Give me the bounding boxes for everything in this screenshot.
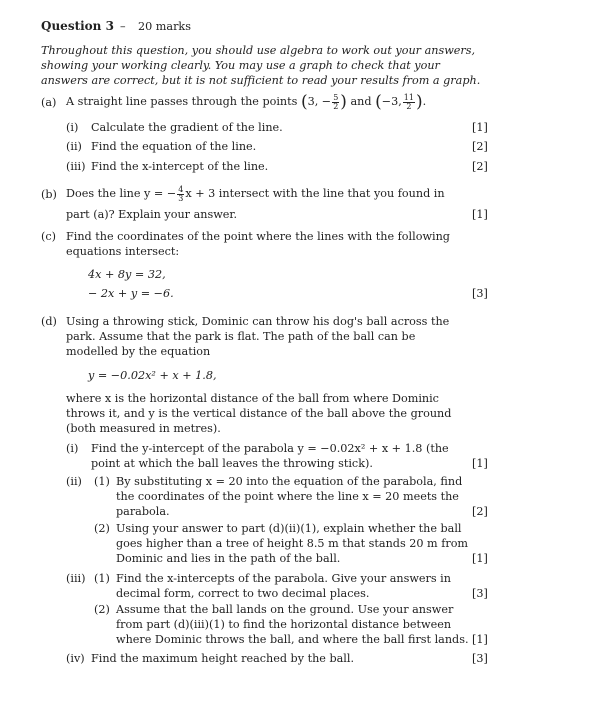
part-a-i-text: Calculate the gradient of the line. <box>91 121 283 134</box>
part-d-ii-1-label: (1) <box>94 475 110 488</box>
point1-num: 5 <box>333 92 339 102</box>
part-d-where-1: where x is the horizontal distance of the ball from where Dominic <box>66 392 439 405</box>
part-a-text: A straight line passes through the points <box>66 95 298 108</box>
part-d-iii-1-label: (1) <box>94 572 110 585</box>
part-d-iii-label: (iii) <box>66 572 86 585</box>
part-c-eq-1: 4x + 8y = 32, <box>88 268 166 281</box>
part-d-i-line-2: point at which the ball leaves the throwing stick). <box>91 457 373 470</box>
part-c-eq-2: − 2x + y = −6. <box>88 287 174 300</box>
part-d-iii-2-label: (2) <box>94 603 110 616</box>
part-b-den: 3 <box>178 193 184 203</box>
part-a-ii-text: Find the equation of the line. <box>91 140 257 153</box>
part-a-i-label: (i) <box>66 121 79 134</box>
part-b-num: 4 <box>178 184 184 194</box>
part-a-i-mark: [1] <box>472 121 488 134</box>
part-d-iii-1-line-2: decimal form, correct to two decimal places. <box>116 587 370 600</box>
question-marks: 20 marks <box>138 20 191 33</box>
part-d-iv-text: Find the maximum height reached by the ball. <box>91 652 355 665</box>
part-d-ii-2-line-2: goes higher than a tree of height 8.5 m that stands 20 m from <box>116 537 469 550</box>
part-d-iii-2-line-3: where Dominic throws the ball, and where the ball first lands. <box>116 633 469 646</box>
part-b-pre: Does the line y = − <box>66 187 177 200</box>
part-d-ii-1-mark: [2] <box>472 505 488 518</box>
part-d-ii-label: (ii) <box>66 475 82 488</box>
intro-line-3: answers are correct, but it is not sufficient to read your results from a graph. <box>41 74 481 87</box>
part-d-ii-2-label: (2) <box>94 522 110 535</box>
part-d-iii-2-mark: [1] <box>472 633 488 646</box>
part-d-iv-label: (iv) <box>66 652 85 665</box>
part-d-ii-1-line-2: the coordinates of the point where the line x = 20 meets the <box>116 490 459 503</box>
part-d-where-3: (both measured in metres). <box>66 422 221 435</box>
part-b-mark: [1] <box>472 208 488 221</box>
header-dash: – <box>120 20 126 33</box>
part-d-i-line-1: Find the y-intercept of the parabola y = −0.02x² + x + 1.8 (the <box>91 442 449 455</box>
part-d-ii-2-line-1: Using your answer to part (d)(ii)(1), explain whether the ball <box>116 522 462 535</box>
intro-line-2: showing your working clearly. You may use a graph to check that your <box>41 59 440 72</box>
part-d-line-2: park. Assume that the park is flat. The path of the ball can be <box>66 330 416 343</box>
part-a-iii-mark: [2] <box>472 160 488 173</box>
part-a-stem: A straight line passes through the points (3, − $\frac{5}{2}$ ) and (−3, $\frac{11}{2}$ ). <box>66 92 427 112</box>
point1-coords: 3, − <box>307 95 332 108</box>
part-c-line-2: equations intersect: <box>66 245 180 258</box>
intro-line-1: Throughout this question, you should use algebra to work out your answers, <box>41 44 476 57</box>
part-d-equation: y = −0.02x² + x + 1.8, <box>88 369 217 382</box>
part-d-i-label: (i) <box>66 442 79 455</box>
part-a-label: (a) <box>41 96 57 109</box>
part-d-ii-2-line-3: Dominic and lies in the path of the ball. <box>116 552 341 565</box>
point1-den: 2 <box>333 101 339 111</box>
part-c-label: (c) <box>41 230 56 243</box>
point2-den: 2 <box>406 101 412 111</box>
part-d-iii-1-mark: [3] <box>472 587 488 600</box>
part-c-line-1: Find the coordinates of the point where the lines with the following <box>66 230 450 243</box>
point2-coords: −3, <box>381 95 402 108</box>
part-a-iii-label: (iii) <box>66 160 86 173</box>
part-d-iii-2-line-1: Assume that the ball lands on the ground. Use your answer <box>116 603 454 616</box>
point2-num: 11 <box>403 92 414 102</box>
part-a-end: . <box>422 95 427 108</box>
part-b-line-1 <box>66 182 445 206</box>
part-c-mark: [3] <box>472 287 488 300</box>
part-a-ii-label: (ii) <box>66 140 82 153</box>
part-d-line-3: modelled by the equation <box>66 345 211 358</box>
part-a-iii-text: Find the x-intercept of the line. <box>91 160 269 173</box>
part-d-iii-2-line-2: from part (d)(iii)(1) to find the horizontal distance between <box>116 618 452 631</box>
part-b-line-2: part (a)? Explain your answer. <box>66 208 238 221</box>
part-b-label: (b) <box>41 188 57 201</box>
part-d-i-mark: [1] <box>472 457 488 470</box>
part-d-ii-1-line-1: By substituting x = 20 into the equation of the parabola, find <box>116 475 463 488</box>
part-b-post: x + 3 intersect with the line that you found in <box>185 187 445 200</box>
part-d-ii-2-mark: [1] <box>472 552 488 565</box>
part-d-label: (d) <box>41 315 57 328</box>
part-d-ii-1-line-3: parabola. <box>116 505 170 518</box>
part-d-where-2: throws it, and y is the vertical distance of the ball above the ground <box>66 407 452 420</box>
and-word: and <box>350 95 372 108</box>
part-d-iv-mark: [3] <box>472 652 488 665</box>
part-a-ii-mark: [2] <box>472 140 488 153</box>
part-d-line-1: Using a throwing stick, Dominic can throw his dog's ball across the <box>66 315 450 328</box>
part-d-iii-1-line-1: Find the x-intercepts of the parabola. Give your answers in <box>116 572 451 585</box>
question-title: Question 3 <box>41 19 114 33</box>
